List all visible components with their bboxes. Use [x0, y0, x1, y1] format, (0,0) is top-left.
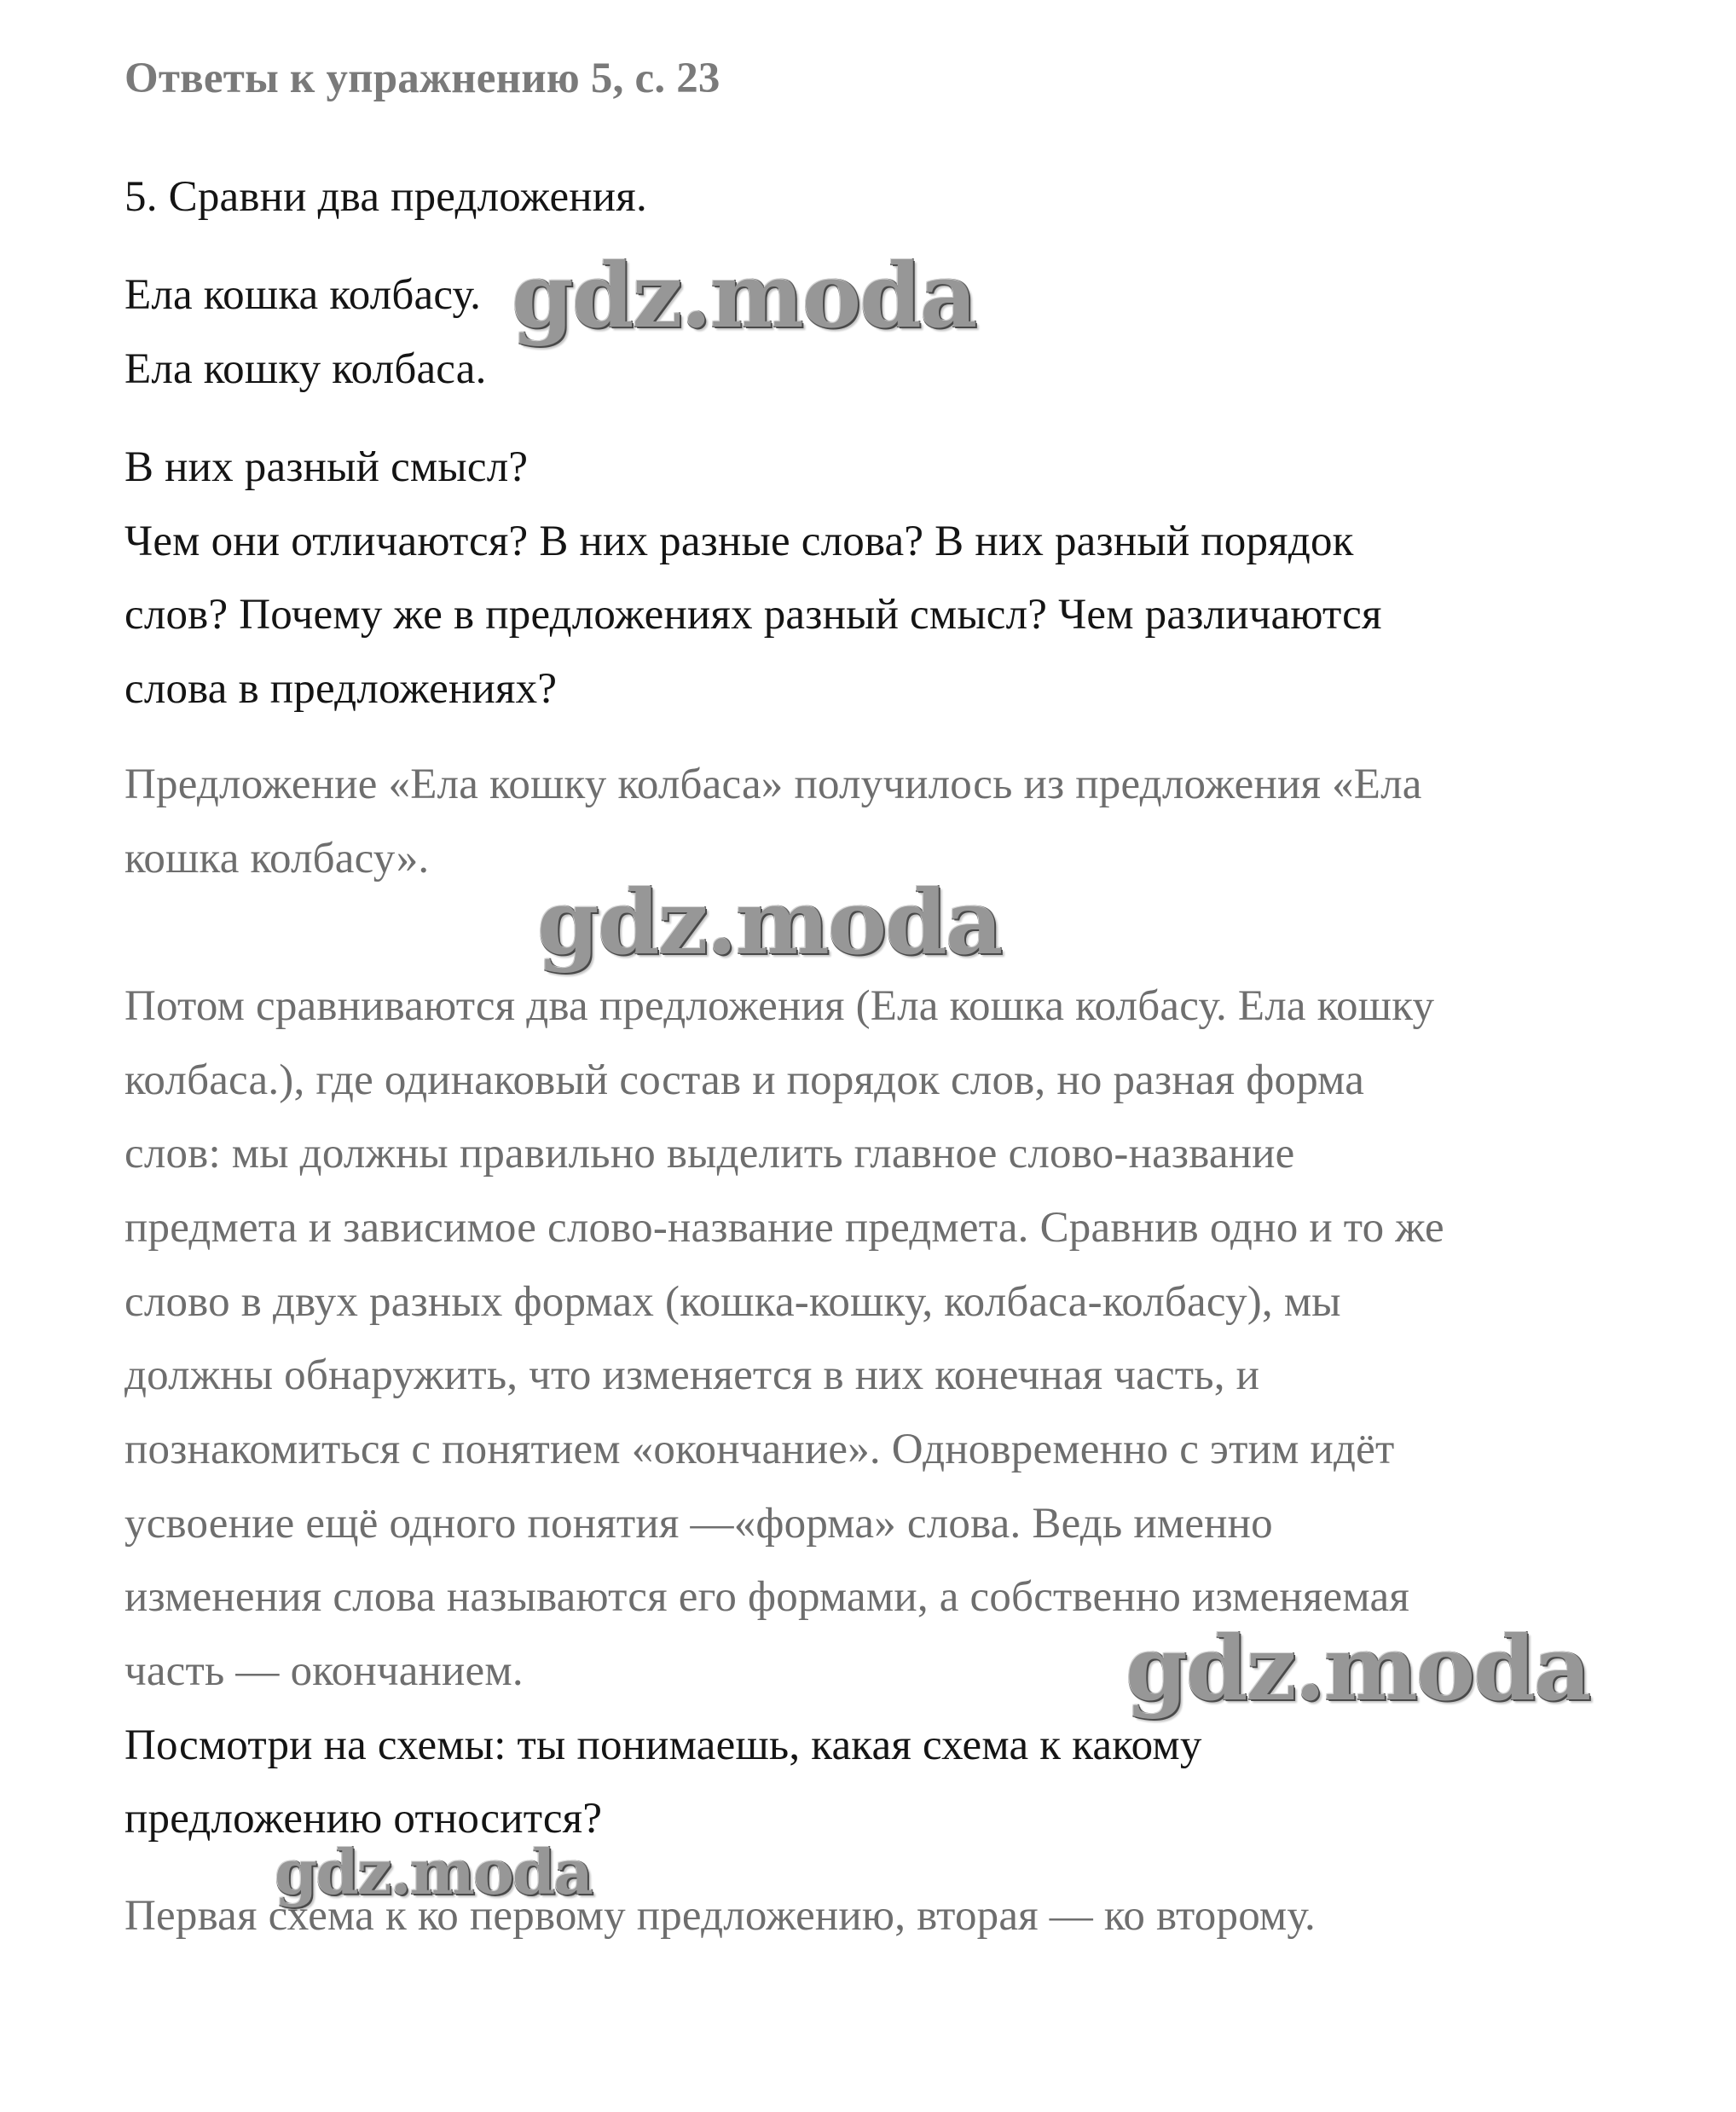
answer-2-line-3: слов: мы должны правильно выделить главное слово-название: [124, 1130, 1295, 1178]
watermark-4: gdz.moda: [275, 1836, 592, 1908]
answer-2-line-10: часть — окончанием.: [124, 1647, 524, 1695]
answer-2-line-5: слово в двух разных формах (кошка-кошку, колбаса-колбасу), мы: [124, 1278, 1341, 1326]
answer-2-line-9: изменения слова называются его формами, а собственно изменяемая: [124, 1573, 1410, 1621]
answer-2-line-1: Потом сравниваются два предложения (Ела кошка колбасу. Ела кошку: [124, 982, 1435, 1030]
question-2-line-2: предложению относится?: [124, 1795, 603, 1843]
answer-2-line-2: колбаса.), где одинаковый состав и порядок слов, но разная форма: [124, 1056, 1365, 1104]
answer-2-line-6: должны обнаружить, что изменяется в них конечная часть, и: [124, 1351, 1260, 1399]
answer-3: Первая схема к ко первому предложению, вторая — ко второму.: [124, 1892, 1316, 1940]
question-2-line-1: Посмотри на схемы: ты понимаешь, какая схема к какому: [124, 1721, 1202, 1769]
watermark-1: gdz.moda: [512, 243, 976, 348]
question-line-1: В них разный смысл?: [124, 443, 529, 491]
sentence-1: Ела кошка колбасу.: [124, 271, 482, 319]
answer-1-line-1: Предложение «Ела кошку колбаса» получилось из предложения «Ела: [124, 761, 1422, 808]
question-line-3: слов? Почему же в предложениях разный смысл? Чем различаются: [124, 591, 1382, 639]
answer-2-line-8: усвоение ещё одного понятия —«форма» слова. Ведь именно: [124, 1500, 1273, 1548]
watermark-2: gdz.moda: [537, 870, 1002, 975]
answer-2-line-7: познакомиться с понятием «окончание». Одновременно с этим идёт: [124, 1426, 1395, 1473]
question-line-4: слова в предложениях?: [124, 665, 558, 713]
sentence-2: Ела кошку колбаса.: [124, 345, 487, 393]
answer-2-line-4: предмета и зависимое слово-название предмета. Сравнив одно и то же: [124, 1204, 1444, 1252]
watermark-3: gdz.moda: [1126, 1616, 1590, 1721]
question-line-2: Чем они отличаются? В них разные слова? В них разный порядок: [124, 518, 1354, 565]
task-heading: 5. Сравни два предложения.: [124, 173, 647, 221]
answer-1-line-2: кошка колбасу».: [124, 835, 430, 882]
page-title: Ответы к упражнению 5, с. 23: [124, 55, 720, 102]
